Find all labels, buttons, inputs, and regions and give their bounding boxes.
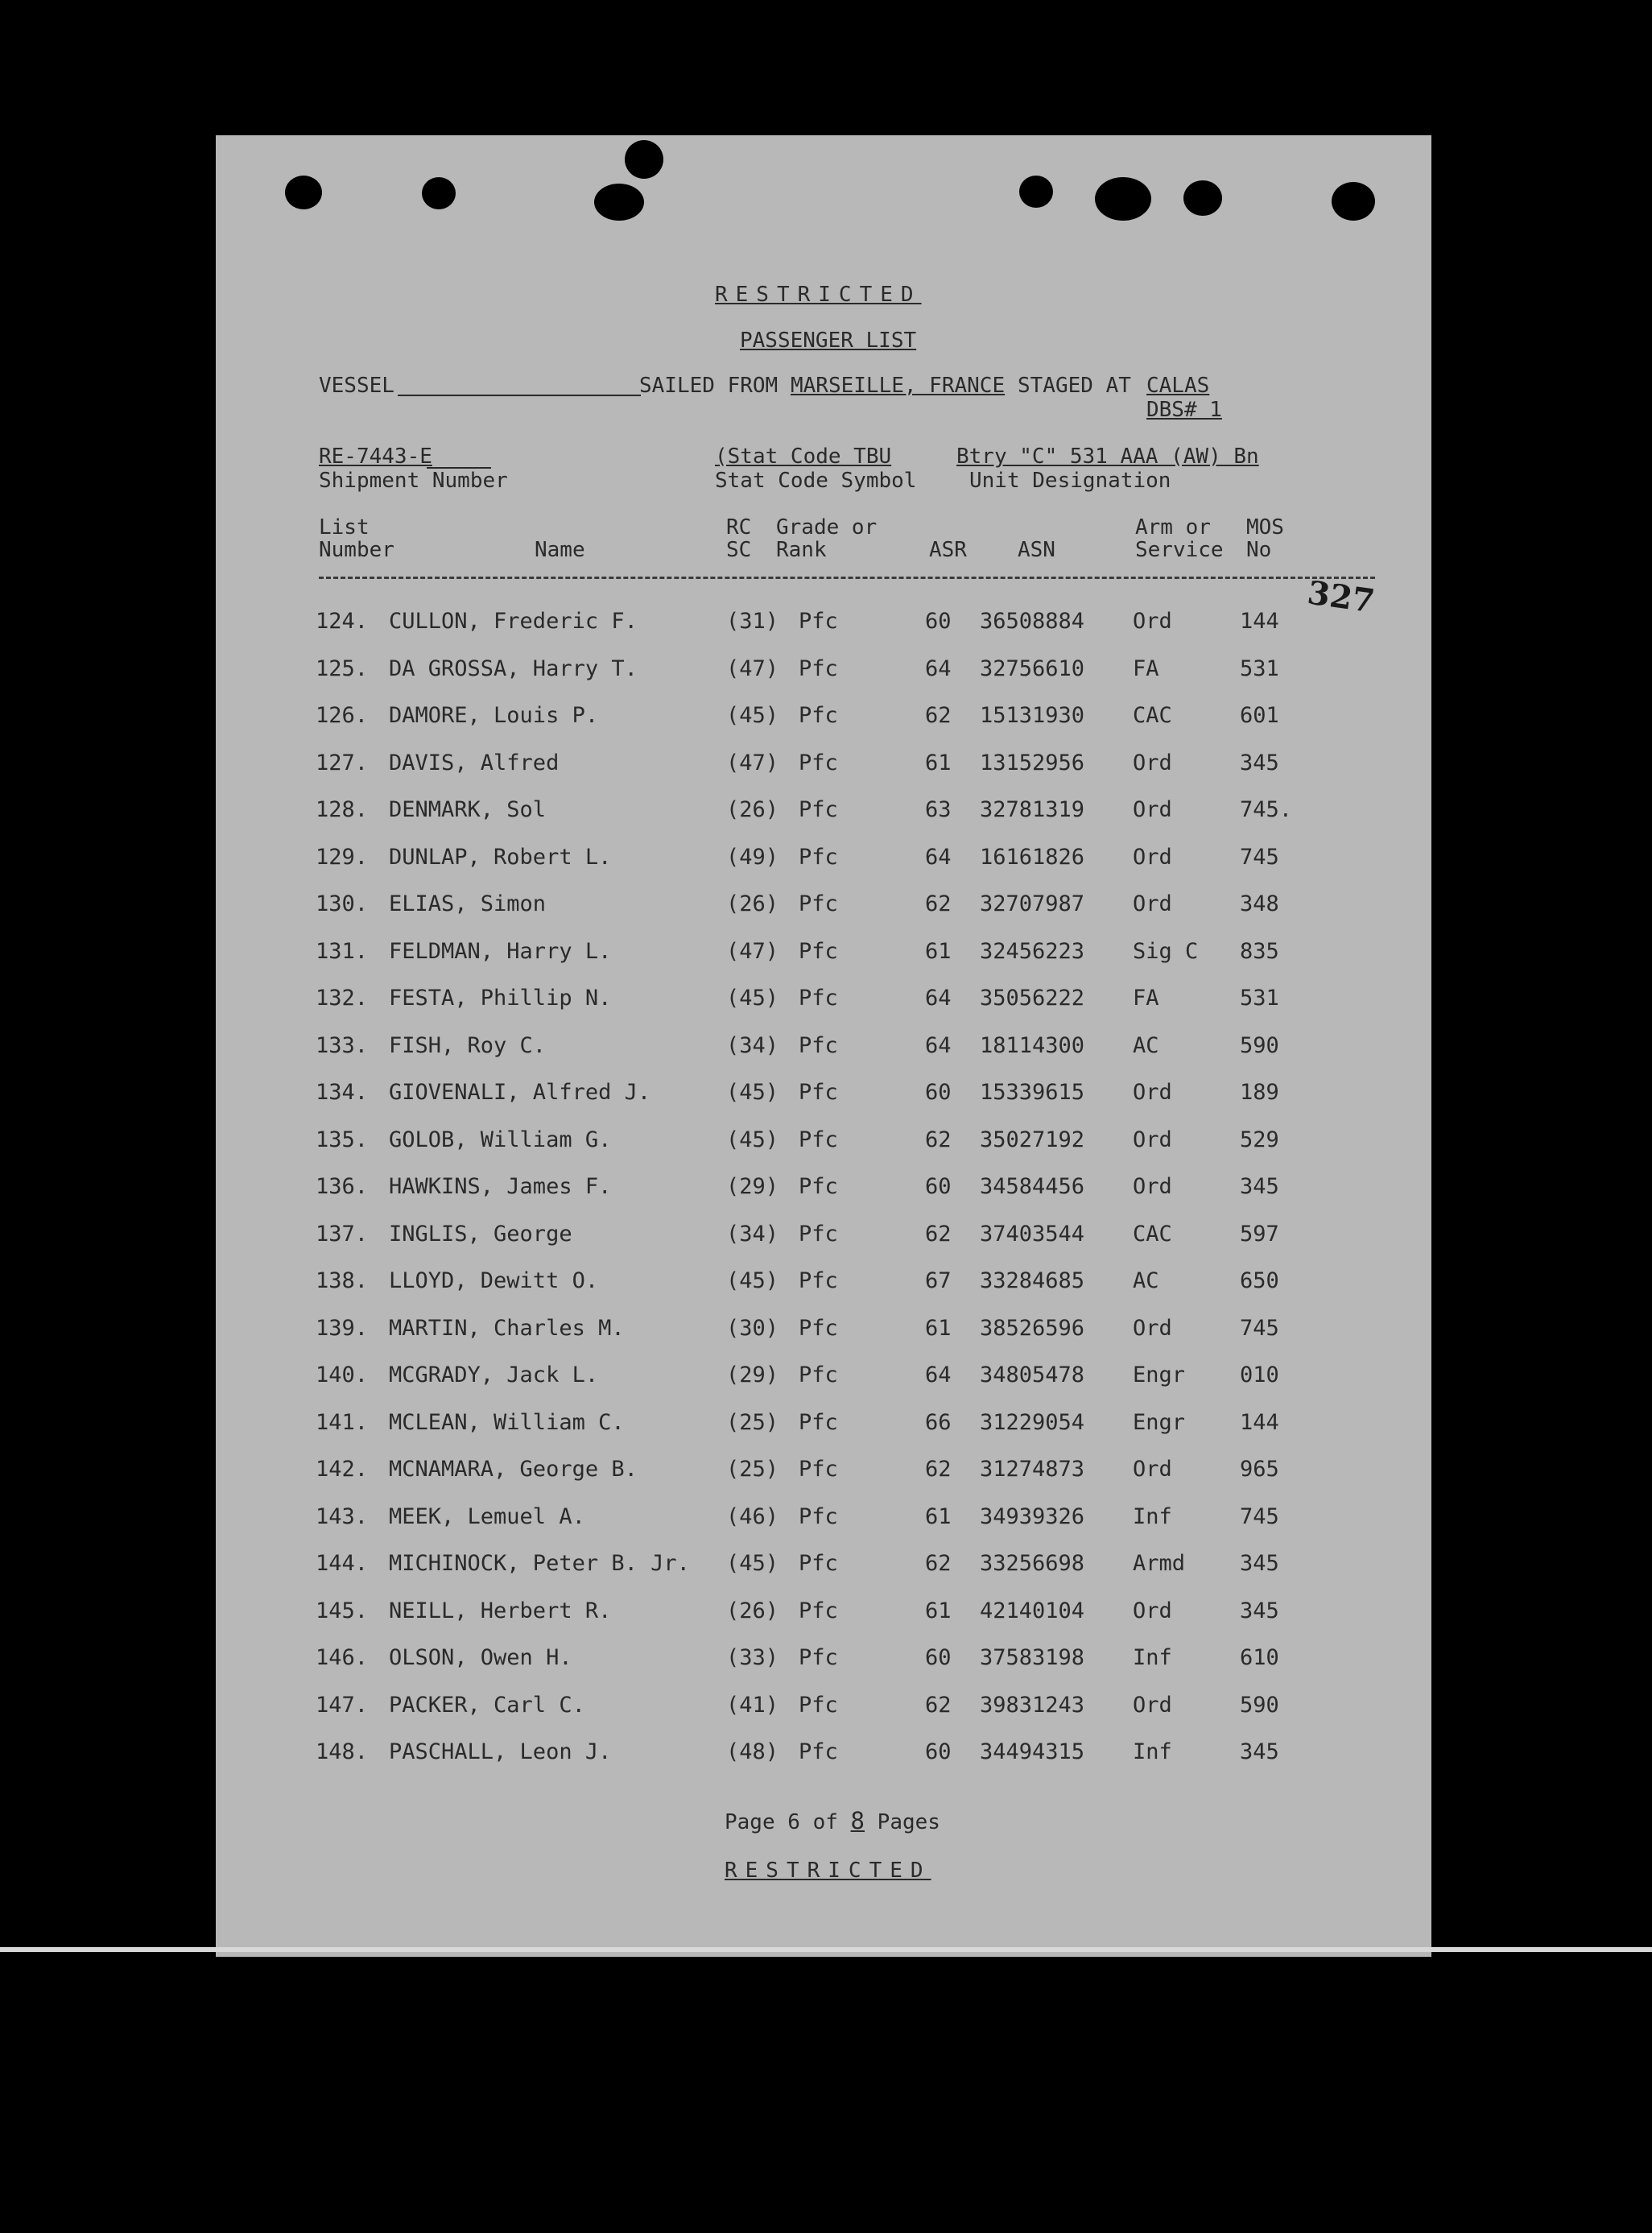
asr-score: 64 [925, 986, 952, 1011]
asr-score: 66 [925, 1410, 952, 1435]
list-number: 141. [316, 1410, 369, 1435]
rc-sc: (26) [726, 797, 779, 822]
mos-number: 189 [1240, 1080, 1279, 1105]
passenger-list-title: PASSENGER LIST [740, 329, 917, 353]
grade-rank: Pfc [799, 1363, 838, 1387]
asn-number: 34939326 [980, 1504, 1085, 1529]
grade-rank: Pfc [799, 1693, 838, 1718]
col-rc-2: SC [726, 538, 752, 562]
grade-rank: Pfc [799, 1033, 838, 1058]
rc-sc: (25) [726, 1457, 779, 1482]
rc-sc: (45) [726, 1268, 779, 1293]
list-number: 129. [316, 845, 369, 870]
passenger-name: FESTA, Phillip N. [389, 986, 612, 1011]
asn-number: 13152956 [980, 751, 1085, 775]
vessel-blank-line [398, 395, 641, 396]
asr-score: 64 [925, 1033, 952, 1058]
mos-number: 345 [1240, 751, 1279, 775]
table-row [216, 1457, 1431, 1489]
col-mos-2: No [1246, 538, 1272, 562]
asr-score: 64 [925, 845, 952, 870]
passenger-name: NEILL, Herbert R. [389, 1598, 612, 1623]
asn-number: 39831243 [980, 1693, 1085, 1718]
grade-rank: Pfc [799, 1598, 838, 1623]
staged-at-label: STAGED AT [1018, 374, 1131, 398]
list-number: 127. [316, 751, 369, 775]
grade-rank: Pfc [799, 1222, 838, 1247]
passenger-name: ELIAS, Simon [389, 891, 547, 916]
table-row [216, 1222, 1431, 1254]
mos-number: 745 [1240, 1316, 1279, 1341]
punch-hole [1095, 177, 1151, 221]
asr-score: 60 [925, 1080, 952, 1105]
asr-score: 60 [925, 1174, 952, 1199]
passenger-name: DENMARK, Sol [389, 797, 547, 822]
rc-sc: (47) [726, 939, 779, 964]
col-name: Name [535, 538, 585, 562]
passenger-name: DAMORE, Louis P. [389, 703, 599, 728]
grade-rank: Pfc [799, 797, 838, 822]
list-number: 135. [316, 1127, 369, 1152]
mos-number: 650 [1240, 1268, 1279, 1293]
list-number: 143. [316, 1504, 369, 1529]
grade-rank: Pfc [799, 1174, 838, 1199]
col-grade-1: Grade or [776, 515, 878, 540]
page-suffix: Pages [877, 1810, 940, 1834]
page-total: 8 [850, 1807, 865, 1834]
table-row [216, 609, 1431, 641]
passenger-name: MEEK, Lemuel A. [389, 1504, 585, 1529]
mos-number: 590 [1240, 1693, 1279, 1718]
passenger-name: HAWKINS, James F. [389, 1174, 612, 1199]
table-row [216, 1363, 1431, 1395]
restricted-heading: RESTRICTED [715, 283, 922, 307]
asn-number: 38526596 [980, 1316, 1085, 1341]
asn-number: 32756610 [980, 656, 1085, 681]
arm-service: Ord [1133, 1693, 1172, 1718]
list-number: 148. [316, 1739, 369, 1764]
dbs-number: DBS# 1 [1146, 398, 1222, 422]
rc-sc: (45) [726, 703, 779, 728]
rc-sc: (45) [726, 1080, 779, 1105]
passenger-name: LLOYD, Dewitt O. [389, 1268, 599, 1293]
punch-hole [1183, 180, 1222, 216]
punch-hole [1019, 176, 1053, 208]
arm-service: Ord [1133, 1127, 1172, 1152]
arm-service: Armd [1133, 1551, 1186, 1576]
mos-number: 529 [1240, 1127, 1279, 1152]
table-row [216, 1551, 1431, 1583]
list-number: 134. [316, 1080, 369, 1105]
arm-service: Ord [1133, 797, 1172, 822]
asn-number: 31274873 [980, 1457, 1085, 1482]
asn-number: 32707987 [980, 891, 1085, 916]
arm-service: Engr [1133, 1410, 1186, 1435]
grade-rank: Pfc [799, 1080, 838, 1105]
arm-service: Ord [1133, 1316, 1172, 1341]
mos-number: 610 [1240, 1645, 1279, 1670]
asn-number: 34584456 [980, 1174, 1085, 1199]
punch-hole [625, 140, 663, 179]
asr-score: 62 [925, 1551, 952, 1576]
list-number: 140. [316, 1363, 369, 1387]
list-number: 147. [316, 1693, 369, 1718]
col-grade-2: Rank [776, 538, 827, 562]
punch-hole [422, 177, 456, 209]
passenger-name: DA GROSSA, Harry T. [389, 656, 638, 681]
rc-sc: (33) [726, 1645, 779, 1670]
list-number: 125. [316, 656, 369, 681]
asr-score: 63 [925, 797, 952, 822]
list-number: 124. [316, 609, 369, 634]
mos-number: 965 [1240, 1457, 1279, 1482]
rc-sc: (45) [726, 1551, 779, 1576]
mos-number: 144 [1240, 1410, 1279, 1435]
passenger-name: DUNLAP, Robert L. [389, 845, 612, 870]
sailed-from-label: SAILED FROM [639, 374, 779, 398]
passenger-name: MICHINOCK, Peter B. Jr. [389, 1551, 690, 1576]
rc-sc: (25) [726, 1410, 779, 1435]
table-row [216, 1410, 1431, 1442]
rc-sc: (26) [726, 1598, 779, 1623]
passenger-name: MCLEAN, William C. [389, 1410, 625, 1435]
rc-sc: (45) [726, 986, 779, 1011]
table-row [216, 797, 1431, 829]
arm-service: Ord [1133, 1598, 1172, 1623]
mos-number: 531 [1240, 986, 1279, 1011]
mos-number: 601 [1240, 703, 1279, 728]
grade-rank: Pfc [799, 1551, 838, 1576]
passenger-name: PASCHALL, Leon J. [389, 1739, 612, 1764]
asr-score: 62 [925, 1693, 952, 1718]
rc-sc: (46) [726, 1504, 779, 1529]
punch-hole [594, 184, 644, 221]
table-row [216, 986, 1431, 1018]
mos-number: 010 [1240, 1363, 1279, 1387]
mos-number: 345 [1240, 1551, 1279, 1576]
grade-rank: Pfc [799, 1316, 838, 1341]
asr-score: 60 [925, 609, 952, 634]
rc-sc: (26) [726, 891, 779, 916]
table-row [216, 703, 1431, 735]
grade-rank: Pfc [799, 609, 838, 634]
mos-number: 597 [1240, 1222, 1279, 1247]
mos-number: 745. [1240, 797, 1293, 822]
table-row [216, 1645, 1431, 1677]
list-number: 146. [316, 1645, 369, 1670]
sailed-from-value: MARSEILLE, FRANCE [791, 374, 1006, 398]
table-row [216, 1268, 1431, 1301]
mos-number: 348 [1240, 891, 1279, 916]
grade-rank: Pfc [799, 939, 838, 964]
table-row [216, 1598, 1431, 1631]
passenger-name: GIOVENALI, Alfred J. [389, 1080, 651, 1105]
asn-number: 33284685 [980, 1268, 1085, 1293]
table-row [216, 1127, 1431, 1160]
asr-score: 61 [925, 1504, 952, 1529]
mos-number: 745 [1240, 845, 1279, 870]
staged-at-value: CALAS [1146, 374, 1210, 398]
grade-rank: Pfc [799, 1127, 838, 1152]
shipment-number-label: Shipment Number [319, 469, 508, 493]
asn-number: 37403544 [980, 1222, 1085, 1247]
mos-number: 531 [1240, 656, 1279, 681]
grade-rank: Pfc [799, 703, 838, 728]
passenger-name: PACKER, Carl C. [389, 1693, 585, 1718]
asn-number: 32456223 [980, 939, 1085, 964]
asr-score: 60 [925, 1739, 952, 1764]
list-number: 142. [316, 1457, 369, 1482]
grade-rank: Pfc [799, 751, 838, 775]
mos-number: 590 [1240, 1033, 1279, 1058]
grade-rank: Pfc [799, 1504, 838, 1529]
asr-score: 62 [925, 1127, 952, 1152]
asn-number: 18114300 [980, 1033, 1085, 1058]
film-edge-strip [0, 1947, 1652, 1952]
list-number: 139. [316, 1316, 369, 1341]
table-row [216, 1693, 1431, 1725]
rc-sc: (49) [726, 845, 779, 870]
asr-score: 67 [925, 1268, 952, 1293]
asr-score: 62 [925, 1222, 952, 1247]
arm-service: Ord [1133, 1457, 1172, 1482]
list-number: 138. [316, 1268, 369, 1293]
arm-service: Ord [1133, 1080, 1172, 1105]
list-number: 132. [316, 986, 369, 1011]
grade-rank: Pfc [799, 986, 838, 1011]
col-asn: ASN [1018, 538, 1055, 562]
mos-number: 144 [1240, 609, 1279, 634]
passenger-name: MCNAMARA, George B. [389, 1457, 638, 1482]
table-row [216, 1316, 1431, 1348]
table-row [216, 1174, 1431, 1206]
vessel-label: VESSEL [319, 374, 394, 398]
stat-code-label: Stat Code Symbol [715, 469, 917, 493]
restricted-footer: RESTRICTED [725, 1859, 931, 1883]
grade-rank: Pfc [799, 845, 838, 870]
arm-service: FA [1133, 656, 1159, 681]
rc-sc: (29) [726, 1363, 779, 1387]
mos-number: 345 [1240, 1174, 1279, 1199]
asn-number: 34494315 [980, 1739, 1085, 1764]
rc-sc: (30) [726, 1316, 779, 1341]
arm-service: Ord [1133, 845, 1172, 870]
table-row [216, 751, 1431, 783]
list-number: 145. [316, 1598, 369, 1623]
rc-sc: (47) [726, 751, 779, 775]
arm-service: Ord [1133, 891, 1172, 916]
list-number: 128. [316, 797, 369, 822]
passenger-name: DAVIS, Alfred [389, 751, 560, 775]
arm-service: Inf [1133, 1504, 1172, 1529]
asn-number: 32781319 [980, 797, 1085, 822]
rc-sc: (34) [726, 1222, 779, 1247]
list-number: 126. [316, 703, 369, 728]
asr-score: 60 [925, 1645, 952, 1670]
rc-sc: (48) [726, 1739, 779, 1764]
passenger-name: GOLOB, William G. [389, 1127, 612, 1152]
asr-score: 61 [925, 1598, 952, 1623]
asr-score: 62 [925, 1457, 952, 1482]
mos-number: 745 [1240, 1504, 1279, 1529]
table-row [216, 656, 1431, 689]
col-arm-1: Arm or [1135, 515, 1211, 540]
list-number: 136. [316, 1174, 369, 1199]
grade-rank: Pfc [799, 656, 838, 681]
arm-service: Sig C [1133, 939, 1199, 964]
col-rc-1: RC [726, 515, 752, 540]
arm-service: Inf [1133, 1645, 1172, 1670]
passenger-name: MCGRADY, Jack L. [389, 1363, 599, 1387]
stat-code-value: (Stat Code TBU [715, 445, 892, 469]
table-row [216, 1033, 1431, 1065]
arm-service: Engr [1133, 1363, 1186, 1387]
arm-service: AC [1133, 1268, 1159, 1293]
asr-score: 61 [925, 939, 952, 964]
document-page [216, 135, 1431, 1957]
arm-service: CAC [1133, 703, 1172, 728]
rc-sc: (29) [726, 1174, 779, 1199]
passenger-name: FISH, Roy C. [389, 1033, 547, 1058]
list-number: 144. [316, 1551, 369, 1576]
rc-sc: (47) [726, 656, 779, 681]
asn-number: 15131930 [980, 703, 1085, 728]
page-count [725, 1809, 940, 1834]
mos-number: 835 [1240, 939, 1279, 964]
arm-service: Ord [1133, 751, 1172, 775]
arm-service: Inf [1133, 1739, 1172, 1764]
col-list-number-2: Number [319, 538, 394, 562]
grade-rank: Pfc [799, 1645, 838, 1670]
rc-sc: (45) [726, 1127, 779, 1152]
grade-rank: Pfc [799, 1410, 838, 1435]
shipment-number-value: RE-7443-E [319, 445, 432, 469]
rc-sc: (31) [726, 609, 779, 634]
asr-score: 62 [925, 703, 952, 728]
rc-sc: (41) [726, 1693, 779, 1718]
header-divider [319, 577, 1375, 579]
table-row [216, 1080, 1431, 1112]
asn-number: 36508884 [980, 609, 1085, 634]
arm-service: AC [1133, 1033, 1159, 1058]
arm-service: Ord [1133, 609, 1172, 634]
asr-score: 61 [925, 1316, 952, 1341]
punch-hole [1332, 182, 1375, 221]
asr-score: 62 [925, 891, 952, 916]
passenger-name: FELDMAN, Harry L. [389, 939, 612, 964]
passenger-name: INGLIS, George [389, 1222, 572, 1247]
grade-rank: Pfc [799, 1457, 838, 1482]
rc-sc: (34) [726, 1033, 779, 1058]
col-list-number-1: List [319, 515, 370, 540]
table-row [216, 891, 1431, 924]
table-row [216, 1739, 1431, 1772]
col-mos-1: MOS [1246, 515, 1284, 540]
col-asr: ASR [929, 538, 967, 562]
table-row [216, 845, 1431, 877]
asr-score: 64 [925, 656, 952, 681]
punch-hole [285, 176, 322, 209]
table-row [216, 939, 1431, 971]
mos-number: 345 [1240, 1598, 1279, 1623]
asn-number: 35056222 [980, 986, 1085, 1011]
mos-number: 345 [1240, 1739, 1279, 1764]
list-number: 133. [316, 1033, 369, 1058]
unit-designation-label: Unit Designation [969, 469, 1171, 493]
grade-rank: Pfc [799, 1739, 838, 1764]
grade-rank: Pfc [799, 891, 838, 916]
asr-score: 64 [925, 1363, 952, 1387]
list-number: 131. [316, 939, 369, 964]
page-prefix: Page 6 of [725, 1810, 838, 1834]
asn-number: 42140104 [980, 1598, 1085, 1623]
asn-number: 35027192 [980, 1127, 1085, 1152]
arm-service: Ord [1133, 1174, 1172, 1199]
asr-score: 61 [925, 751, 952, 775]
asn-number: 15339615 [980, 1080, 1085, 1105]
passenger-name: MARTIN, Charles M. [389, 1316, 625, 1341]
passenger-name: CULLON, Frederic F. [389, 609, 638, 634]
arm-service: FA [1133, 986, 1159, 1011]
col-arm-2: Service [1135, 538, 1224, 562]
grade-rank: Pfc [799, 1268, 838, 1293]
passenger-name: OLSON, Owen H. [389, 1645, 572, 1670]
asn-number: 34805478 [980, 1363, 1085, 1387]
asn-number: 16161826 [980, 845, 1085, 870]
list-number: 137. [316, 1222, 369, 1247]
unit-designation-value: Btry "C" 531 AAA (AW) Bn [956, 445, 1259, 469]
list-number: 130. [316, 891, 369, 916]
table-row [216, 1504, 1431, 1536]
page-stamp-number: 327 [1305, 573, 1377, 621]
asn-number: 31229054 [980, 1410, 1085, 1435]
asn-number: 33256698 [980, 1551, 1085, 1576]
arm-service: CAC [1133, 1222, 1172, 1247]
asn-number: 37583198 [980, 1645, 1085, 1670]
